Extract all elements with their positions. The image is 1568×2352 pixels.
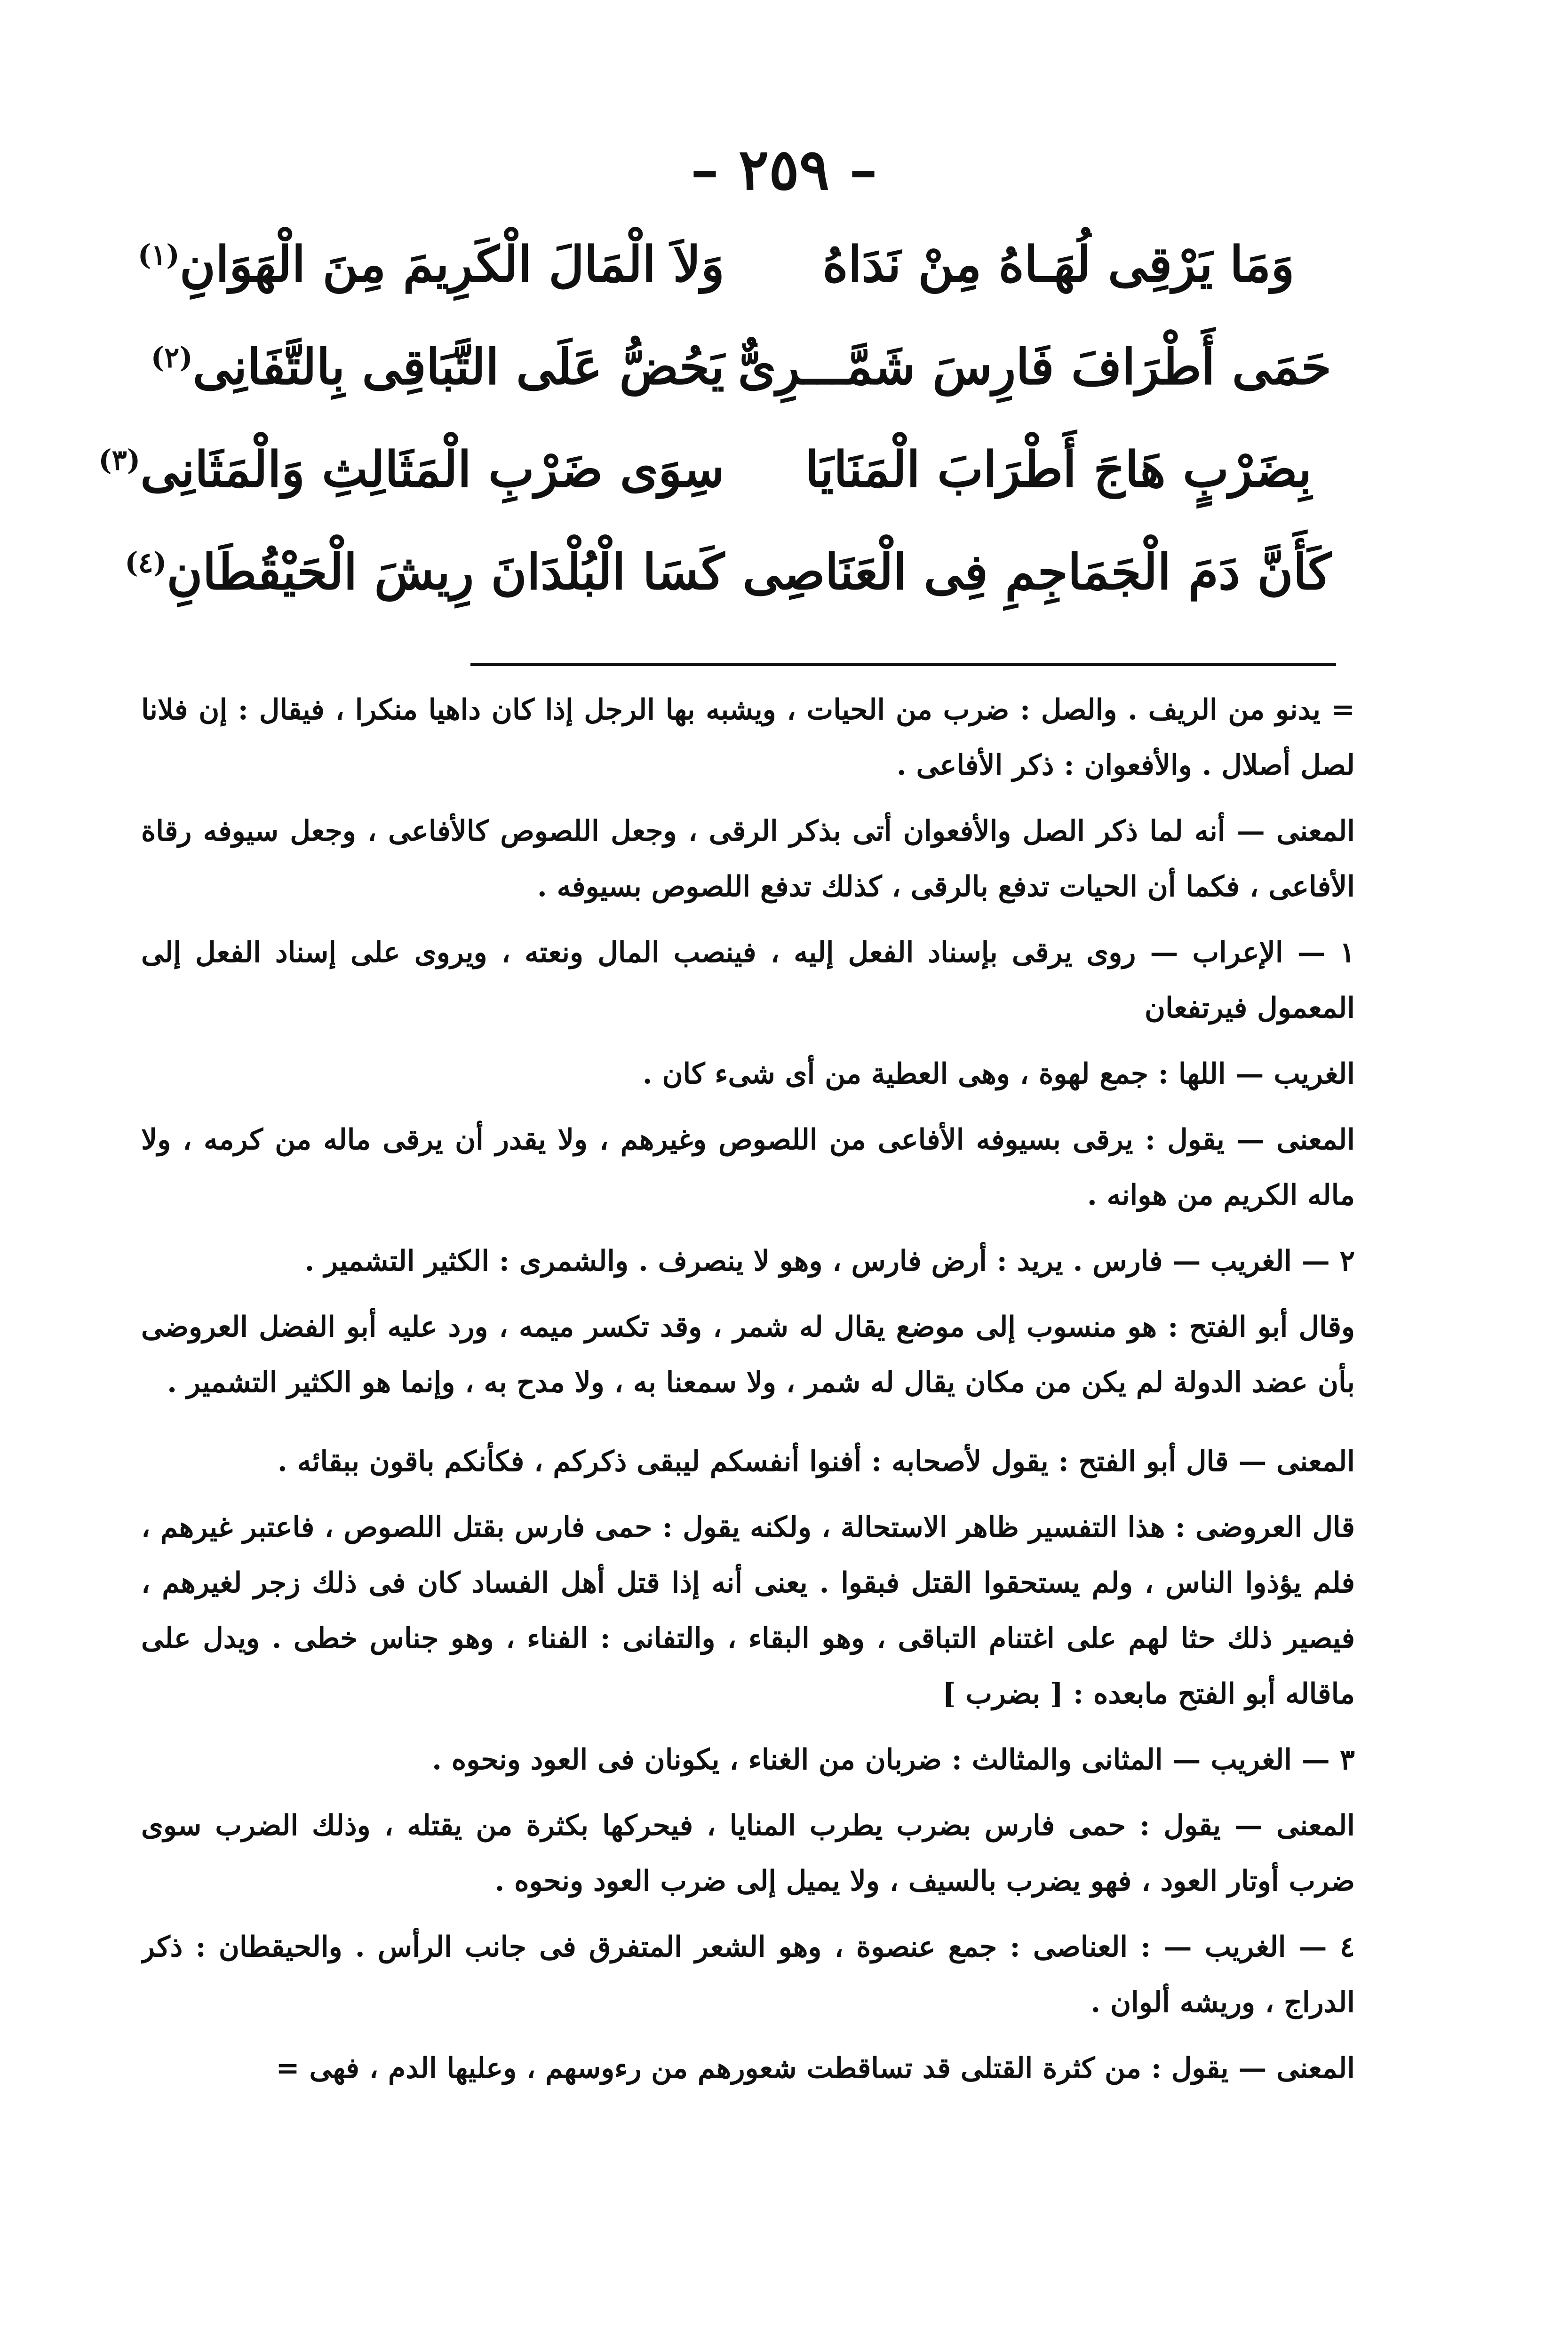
commentary-paragraph: ٣ — الغريب — المثانى والمثالث : ضربان من الغناء ، يكونان فى العود ونحوه . [432,1743,1355,1776]
commentary-paragraph: الغريب — اللها : جمع لهوة ، وهى العطية من أى شىء كان . [642,1057,1355,1090]
commentary-paragraph: المعنى — يقول : من كثرة القتلى قد تساقطت شعورهم من رءوسهم ، وعليها الدم ، فهى = [276,2052,1355,2085]
verse-block [98,235,1331,645]
commentary-paragraph: وقال أبو الفتح : هو منسوب إلى موضع يقال له شمر ، وقد تكسر ميمه ، ورد عليه أبو الفضل العروضى بأن عضد الدولة لم يكن من مكان يقال له شمر ، ولا سمعنا به ، ولا مدح به ، وإنما هو الكثير التشمير . [141,1311,1355,1399]
commentary-paragraph: المعنى — أنه لما ذكر الصل والأفعوان أتى بذكر الرقى ، وجعل اللصوص كالأفاعى ، وجعل سيوفه رقاة الأفاعى ، فكما أن الحيات تدفع بالرقى ، كذلك تدفع اللصوص بسيوفه . [141,815,1355,903]
verse-line [137,235,1331,338]
verse-first-hemistich: وَمَا يَرْقِى لُهَـاهُ مِنْ نَدَاهُ [822,235,1295,293]
verse-second-hemistich-text: كَسَا الْبُلْدَانَ رِيشَ الْحَيْقُطَانِ [167,543,724,601]
verse-second-hemistich [125,543,724,601]
verse-second-hemistich-text: وَلاَ الْمَالَ الْكَرِيمَ مِنَ الْهَوَانِ [179,235,724,293]
footnote-marker: (١) [137,238,180,272]
commentary-paragraph: المعنى — يقول : حمى فارس بضرب يطرب المنايا ، فيحركها بكثرة من يقتله ، وذلك الضرب سوى ضرب أوتار العود ، فهو يضرب بالسيف ، ولا يميل إلى ضرب العود ونحوه . [141,1809,1355,1898]
footnote-marker: (٣) [98,444,141,477]
verse-first-hemistich: حَمَى أَطْرَافَ فَارِسَ شَمَّـــرِىٌّ [738,338,1331,396]
verse-second-hemistich [151,338,724,396]
verse-line [151,338,1331,440]
commentary-paragraph: = يدنو من الريف . والصل : ضرب من الحيات ، ويشبه بها الرجل إذا كان داهيا منكرا ، فيقال : إن فلانا لصل أصلال . والأفعوان : ذكر الأفاعى . [141,693,1355,782]
footnote-marker: (٤) [125,546,167,580]
commentary-paragraph: ٤ — الغريب — : العناصى : جمع عنصوة ، وهو الشعر المتفرق فى جانب الرأس . والحيقطان : ذكر الدراج ، وريشه ألوان . [141,1931,1355,2019]
commentary-paragraph: ١ — الإعراب — روى يرقى بإسناد الفعل إليه ، فينصب المال ونعته ، ويروى على إسناد الفعل إلى المعمول فيرتفعان [141,936,1355,1025]
footnote-divider [470,663,1336,666]
commentary-paragraph: المعنى — يقول : يرقى بسيوفه الأفاعى من اللصوص وغيرهم ، ولا يقدر أن يرقى ماله من كرمه ، ولا ماله الكريم من هوانه . [141,1123,1355,1212]
verse-second-hemistich-text: يَحُضُّ عَلَى التَّبَاقِى بِالتَّفَانِى [192,338,724,396]
commentary-paragraph: قال العروضى : هذا التفسير ظاهر الاستحالة ، ولكنه يقول : حمى فارس بقتل اللصوص ، فاعتبر غيرهم ، فلم يؤذوا الناس ، ولم يستحقوا القتل فبقوا . يعنى أنه إذا قتل أهل الفساد كان فى ذلك زجر لغيرهم ، فيصير ذلك حثا لهم على اغتنام التباقى ، وهو البقاء ، والتفانى : الفناء ، وهو جناس خطى . ويدل على ماقاله أبو الفتح مابعده : [ بضرب ] [141,1511,1355,1710]
verse-second-hemistich-text: سِوَى ضَرْبِ الْمَثَالِثِ وَالْمَثَانِى [140,440,724,498]
commentary-notes [141,682,1355,2338]
verse-line [125,543,1331,645]
commentary-paragraph: ٢ — الغريب — فارس . يريد : أرض فارس ، وهو لا ينصرف . والشمرى : الكثير التشمير . [304,1245,1355,1278]
verse-second-hemistich [98,440,724,498]
commentary-paragraph: المعنى — قال أبو الفتح : يقول لأصحابه : أفنوا أنفسكم ليبقى ذكركم ، فكأنكم باقون ببقائه . [277,1445,1355,1478]
footnote-marker: (٢) [151,341,193,374]
verse-first-hemistich: كَأَنَّ دَمَ الْجَمَاجِمِ فِى الْعَنَاصِى [742,543,1331,601]
page-number: – ٢٥٩ – [691,136,877,203]
verse-first-hemistich: بِضَرْبٍ هَاجَ أَطْرَابَ الْمَنَايَا [805,440,1312,498]
verse-second-hemistich [137,235,724,293]
verse-line [98,440,1331,543]
